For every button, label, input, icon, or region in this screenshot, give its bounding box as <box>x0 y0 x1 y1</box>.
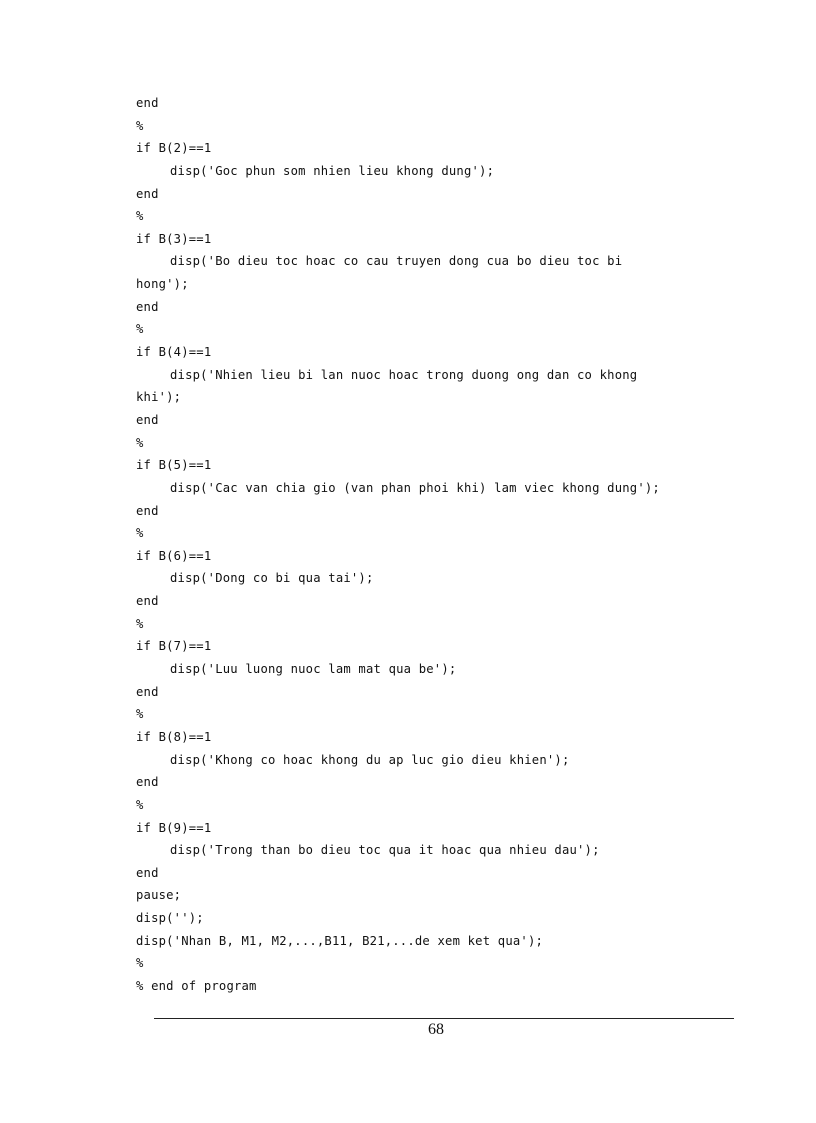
code-line: if B(5)==1 <box>136 458 212 473</box>
code-line: end <box>136 775 159 790</box>
code-line: if B(8)==1 <box>136 729 212 744</box>
code-line: if B(4)==1 <box>136 345 212 360</box>
code-line: disp('Goc phun som nhien lieu khong dung'); <box>170 163 495 178</box>
code-line: if B(3)==1 <box>136 231 212 246</box>
code-line: disp('Bo dieu toc hoac co cau truyen dong cua bo dieu toc bi <box>170 254 623 269</box>
code-listing <box>136 92 660 998</box>
code-line: disp('Trong than bo dieu toc qua it hoac qua nhieu dau'); <box>170 843 600 858</box>
code-line: % <box>136 797 144 812</box>
code-line: hong'); <box>136 277 189 292</box>
code-line: khi'); <box>136 390 182 405</box>
code-line: disp('Nhan B, M1, M2,...,B11, B21,...de xem ket qua'); <box>136 933 544 948</box>
code-line: pause; <box>136 888 182 903</box>
code-line: % <box>136 707 144 722</box>
code-line: % <box>136 616 144 631</box>
code-line: end <box>136 865 159 880</box>
code-line: disp('Khong co hoac khong du ap luc gio dieu khien'); <box>170 752 570 767</box>
code-line: end <box>136 503 159 518</box>
code-line: % <box>136 209 144 224</box>
code-line: end <box>136 96 159 110</box>
code-line: % <box>136 435 144 450</box>
code-line: disp('Dong co bi qua tai'); <box>170 571 374 586</box>
code-line: end <box>136 299 159 314</box>
code-line: disp(''); <box>136 911 204 926</box>
code-line: % <box>136 322 144 337</box>
code-line: end <box>136 684 159 699</box>
code-line: disp('Luu luong nuoc lam mat qua be'); <box>170 662 457 677</box>
code-line: if B(9)==1 <box>136 820 212 835</box>
code-line: if B(7)==1 <box>136 639 212 654</box>
code-line: if B(2)==1 <box>136 141 212 156</box>
code-line: disp('Cac van chia gio (van phan phoi khi) lam viec khong dung'); <box>170 480 660 495</box>
code-line: end <box>136 186 159 201</box>
code-line: end <box>136 412 159 427</box>
footer-rule <box>154 1018 734 1019</box>
code-line: disp('Nhien lieu bi lan nuoc hoac trong duong ong dan co khong <box>170 367 638 382</box>
code-line: % <box>136 526 144 541</box>
code-line: % <box>136 956 144 971</box>
code-line: % end of program <box>136 978 257 993</box>
code-line: if B(6)==1 <box>136 548 212 563</box>
code-line: end <box>136 594 159 609</box>
page-number: 68 <box>428 1021 444 1038</box>
code-line: % <box>136 118 144 133</box>
